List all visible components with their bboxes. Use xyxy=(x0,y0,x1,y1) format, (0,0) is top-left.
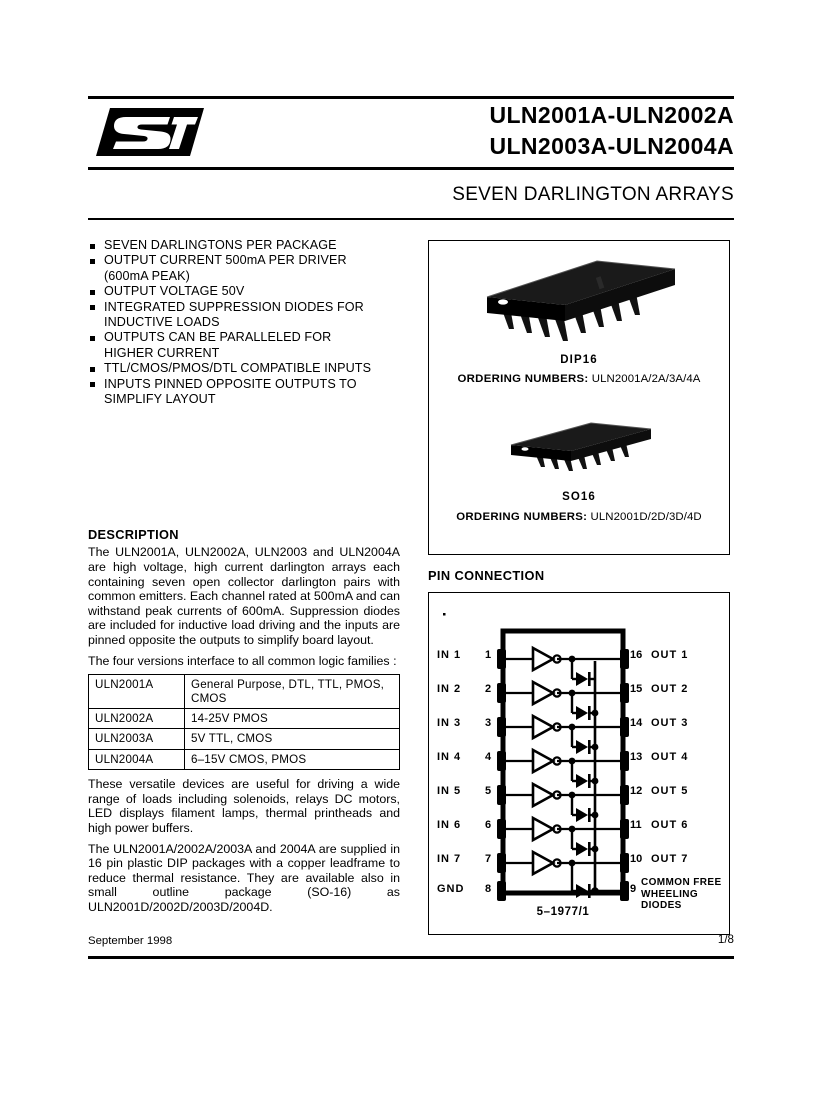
so16-ordering-value: ULN2001D/2D/3D/4D xyxy=(590,511,702,523)
pin-number-right: 11 xyxy=(630,819,642,831)
part-number-title xyxy=(360,100,734,162)
feature-text-cont: HIGHER CURRENT xyxy=(104,345,220,360)
header-rule-middle xyxy=(88,167,734,170)
feature-item xyxy=(88,361,400,376)
table-row xyxy=(89,709,400,729)
dip16-label: DIP16 xyxy=(560,354,598,366)
description-paragraph-4: The ULN2001A/2002A/2003A and 2004A are supplied in 16 pin plastic DIP packages with a copper leadframe to reduce thermal resistance. They are available also in small outline package (SO-16) as ULN2001D/2002D/2003D/2004D. xyxy=(88,841,400,914)
feature-text: OUTPUTS CAN BE PARALLELED FOR xyxy=(104,330,332,345)
feature-text-cont: (600mA PEAK) xyxy=(104,268,190,283)
feature-item xyxy=(88,253,400,284)
pin-label-right: OUT 5 xyxy=(651,785,689,797)
feature-text: OUTPUT VOLTAGE 50V xyxy=(104,284,245,299)
pin-label-left: IN 3 xyxy=(437,717,462,729)
table-cell-part: ULN2003A xyxy=(89,729,185,749)
pin-label-right: OUT 2 xyxy=(651,683,689,695)
feature-item xyxy=(88,238,400,253)
feature-text: INPUTS PINNED OPPOSITE OUTPUTS TO xyxy=(104,376,357,391)
footer-date: September 1998 xyxy=(88,935,173,947)
pin-label-left: IN 4 xyxy=(437,751,462,763)
feature-item xyxy=(88,377,400,408)
dip16-package-image xyxy=(479,255,679,347)
table-cell-part: ULN2001A xyxy=(89,675,185,709)
table-cell-logic: 5V TTL, CMOS xyxy=(185,729,400,749)
pin-number-right: 14 xyxy=(630,717,643,729)
dip16-ordering-numbers xyxy=(429,373,729,385)
so16-ordering-label: ORDERING NUMBERS: xyxy=(456,511,588,523)
common-free-line2: WHEELING DIODES xyxy=(641,888,699,911)
so16-package-image xyxy=(501,419,661,481)
st-logo xyxy=(96,104,204,160)
features-list xyxy=(88,238,400,407)
pin-number-right: 16 xyxy=(630,649,643,661)
pin-label-right: OUT 4 xyxy=(651,751,689,763)
description-heading: DESCRIPTION xyxy=(88,527,179,543)
left-column xyxy=(88,238,400,921)
feature-text: INTEGRATED SUPPRESSION DIODES FOR xyxy=(104,299,364,314)
drawing-reference: 5–1977/1 xyxy=(536,906,590,918)
pin-number-left: 3 xyxy=(485,717,492,729)
description-paragraph-3: These versatile devices are useful for driving a wide range of loads including solenoids, relays DC motors, LED displays filament lamps, thermal printheads and high power buffers. xyxy=(88,777,400,836)
feature-text: SEVEN DARLINGTONS PER PACKAGE xyxy=(104,238,337,252)
table-row xyxy=(89,749,400,769)
header-rule-bottom xyxy=(88,218,734,220)
pin-number-left: 6 xyxy=(485,819,492,831)
table-cell-part: ULN2002A xyxy=(89,709,185,729)
header-rule-top xyxy=(88,96,734,99)
feature-text: OUTPUT CURRENT 500mA PER DRIVER xyxy=(104,253,347,268)
so16-ordering-numbers xyxy=(429,511,729,523)
pin-number-right: 9 xyxy=(630,883,637,895)
pin-number-left: 8 xyxy=(485,883,492,895)
pin-label-left: IN 7 xyxy=(437,853,462,865)
pin-connection-diagram xyxy=(429,593,728,933)
pin-connection-box xyxy=(428,592,730,935)
title-line-2: ULN2003A-ULN2004A xyxy=(489,133,734,159)
feature-text: TTL/CMOS/PMOS/DTL COMPATIBLE INPUTS xyxy=(104,361,372,376)
title-line-1: ULN2001A-ULN2002A xyxy=(489,102,734,128)
table-cell-logic: 6–15V CMOS, PMOS xyxy=(185,749,400,769)
feature-text-cont: SIMPLIFY LAYOUT xyxy=(104,392,216,407)
common-free-line1: COMMON FREE xyxy=(641,877,722,888)
product-subtitle: SEVEN DARLINGTON ARRAYS xyxy=(452,184,734,205)
pin-label-right: OUT 7 xyxy=(651,853,689,865)
table-cell-part: ULN2004A xyxy=(89,749,185,769)
feature-item xyxy=(88,284,400,299)
package-illustration-box xyxy=(428,240,730,555)
pin-label-right: OUT 6 xyxy=(651,819,689,831)
description-paragraph-2: The four versions interface to all common logic families : xyxy=(88,653,397,668)
feature-text-cont: INDUCTIVE LOADS xyxy=(104,315,220,330)
feature-item xyxy=(88,300,400,331)
pin-label-left: IN 1 xyxy=(437,649,462,661)
pin-number-right: 12 xyxy=(630,785,643,797)
dip16-ordering-label: ORDERING NUMBERS: xyxy=(457,373,589,385)
table-row xyxy=(89,729,400,749)
pin-label-left: GND xyxy=(437,883,465,895)
description-paragraph-1: The ULN2001A, ULN2002A, ULN2003 and ULN2004A are high voltage, high current darlington arrays each containing seven open collector darlington pairs with common emitters. Each channel rated at 500mA and can withstand peak currents of 600mA. Suppression diodes are included for inductive load driving and the inputs are pinned opposite the outputs to simplify board layout. xyxy=(88,545,401,648)
footer-rule xyxy=(88,956,734,959)
footer-page-number: 1/8 xyxy=(717,933,734,946)
table-cell-logic: 14-25V PMOS xyxy=(185,709,400,729)
pin-label-left: IN 2 xyxy=(437,683,462,695)
table-cell-logic: General Purpose, DTL, TTL, PMOS, CMOS xyxy=(185,675,400,709)
pin-number-right: 15 xyxy=(630,683,643,695)
pin-number-right: 13 xyxy=(630,751,643,763)
pin-number-left: 1 xyxy=(485,649,492,661)
pin-number-left: 7 xyxy=(485,853,492,865)
pin-label-left: IN 5 xyxy=(437,785,462,797)
pin-number-right: 10 xyxy=(630,853,643,865)
pin-number-left: 5 xyxy=(485,785,492,797)
so16-label: SO16 xyxy=(562,491,596,503)
pin-label-right: OUT 1 xyxy=(651,649,689,661)
dip16-ordering-value: ULN2001A/2A/3A/4A xyxy=(591,373,701,385)
pin-connection-heading: PIN CONNECTION xyxy=(428,568,545,583)
pin-number-left: 2 xyxy=(485,683,492,695)
pin-label-left: IN 6 xyxy=(437,819,462,831)
pin-label-right: OUT 3 xyxy=(651,717,689,729)
pin-number-left: 4 xyxy=(485,751,492,763)
logic-family-table xyxy=(88,674,400,770)
feature-item xyxy=(88,330,400,361)
table-row xyxy=(89,675,400,709)
